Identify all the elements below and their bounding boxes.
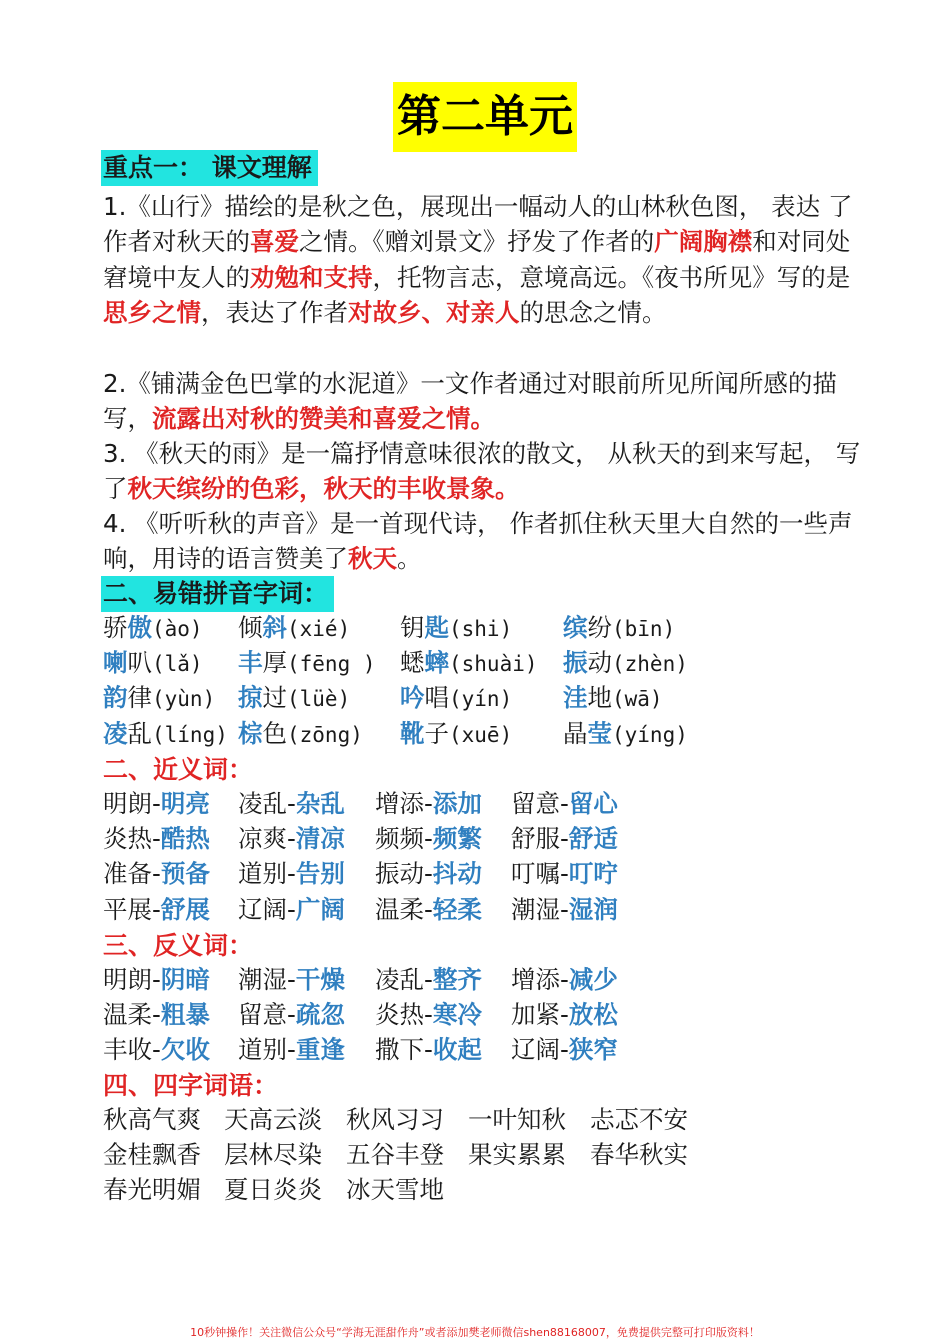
word-pair [375, 821, 482, 856]
word-pair [103, 962, 210, 997]
word-pair [238, 997, 345, 1032]
pair-word: 丰收- [103, 1035, 161, 1065]
pinyin-word [400, 716, 512, 753]
pair-word: 潮湿- [511, 894, 569, 924]
word-char: 骄 [103, 613, 128, 642]
idiom: 冰天雪地 [346, 1175, 444, 1205]
pinyin-text: (xuē) [449, 723, 513, 747]
word-pair [238, 962, 345, 997]
pair-word-answer: 酷热 [160, 824, 210, 854]
pinyin-word [563, 680, 663, 717]
pinyin-text: (lüè) [287, 687, 351, 711]
pinyin-text: (yùn) [152, 687, 216, 711]
pinyin-word [103, 645, 203, 682]
word-char-highlight: 莹 [587, 719, 612, 748]
pair-word-answer: 抖动 [432, 859, 482, 889]
idiom: 忐忑不安 [590, 1105, 688, 1134]
word-pair [103, 892, 210, 927]
word-pair [238, 786, 345, 821]
paragraph-4: 4. 《听听秋的声音》是一首现代诗， 作者抓住秋天里大自然的一些声响，用诗的语言赞美了秋天。 [103, 509, 853, 574]
idiom: 层林尽染 [224, 1140, 322, 1170]
word-pair [375, 962, 482, 997]
pair-word: 准备- [103, 859, 161, 889]
idiom: 秋风习习 [346, 1105, 444, 1134]
word-pair [375, 892, 482, 927]
pair-word-answer: 叮咛 [568, 859, 618, 889]
word-pair [103, 997, 210, 1032]
word-pair [375, 997, 482, 1032]
paragraph-2: 2.《铺满金色巴掌的水泥道》一文作者通过对眼前所见所闻所感的描写，流露出对秋的赞美和喜爱之情。 [103, 369, 837, 434]
pinyin-text: (shi) [449, 617, 513, 641]
word-char: 律 [127, 683, 152, 712]
word-char: 厚 [262, 648, 287, 677]
pair-word-answer: 轻柔 [432, 894, 482, 924]
pinyin-text: (líng) [152, 723, 228, 747]
pair-word: 叮嘱- [511, 859, 569, 889]
word-char: 钥 [400, 613, 425, 642]
word-char: 过 [262, 683, 287, 712]
pair-word-answer: 杂乱 [295, 789, 345, 818]
pair-word: 辽阔- [511, 1035, 569, 1065]
word-char-highlight: 棕 [238, 719, 263, 748]
idiom: 夏日炎炎 [224, 1175, 322, 1205]
pinyin-text: (zhèn) [612, 652, 688, 676]
pair-word: 加紧- [511, 1000, 569, 1030]
pinyin-word [563, 645, 688, 682]
section-heading-pinyin: 二、易错拼音字词： [101, 576, 334, 612]
pair-word: 留意- [511, 789, 569, 818]
pair-word: 凉爽- [238, 824, 296, 854]
word-char: 叭 [127, 648, 152, 677]
word-pair [375, 856, 482, 891]
word-pair [511, 892, 618, 927]
word-char-highlight: 缤 [563, 613, 588, 642]
pinyin-text: (lǎ) [152, 652, 203, 676]
pinyin-text: (shuài) [449, 652, 538, 676]
pinyin-text: (ào) [152, 617, 203, 641]
pair-word-answer: 添加 [432, 789, 482, 818]
word-pair [511, 821, 618, 856]
pair-word-answer: 频繁 [432, 824, 482, 854]
pair-word: 道别- [238, 1035, 296, 1065]
word-char: 纷 [587, 613, 612, 642]
word-pair [375, 1032, 482, 1067]
pair-word: 炎热- [103, 824, 161, 854]
word-char: 唱 [424, 683, 449, 712]
word-char-highlight: 喇 [103, 648, 128, 677]
pair-word-answer: 欠收 [160, 1035, 210, 1065]
pair-word: 辽阔- [238, 894, 296, 924]
word-char-highlight: 吟 [400, 683, 425, 712]
word-char: 蟋 [400, 648, 425, 677]
word-pair [511, 1032, 618, 1067]
pair-word-answer: 预备 [160, 859, 210, 889]
pair-word-answer: 整齐 [432, 965, 482, 994]
word-char-highlight: 洼 [563, 683, 588, 712]
word-char-highlight: 掠 [238, 683, 263, 712]
pair-word: 振动- [375, 859, 433, 889]
pinyin-word [563, 610, 675, 647]
word-pair [511, 856, 618, 891]
pair-word: 明朗- [103, 789, 161, 818]
word-char: 倾 [238, 613, 263, 642]
word-pair [511, 786, 618, 821]
word-char-highlight: 蟀 [424, 648, 449, 677]
word-char: 动 [587, 648, 612, 677]
pair-word-answer: 寒冷 [432, 1000, 482, 1030]
pinyin-text: (xié) [287, 617, 351, 641]
word-pair [238, 856, 345, 891]
pair-word-answer: 阴暗 [160, 965, 210, 994]
pair-word: 温柔- [375, 894, 433, 924]
pair-word-answer: 干燥 [295, 965, 345, 994]
pinyin-word [103, 680, 215, 717]
word-pair [103, 1032, 210, 1067]
pair-word-answer: 舒展 [160, 894, 210, 924]
pair-word-answer: 湿润 [568, 894, 618, 924]
word-pair [375, 786, 482, 821]
pair-word: 凌乱- [238, 789, 296, 818]
page-title: 第二单元 [393, 82, 577, 152]
word-pair [103, 786, 210, 821]
pair-word: 温柔- [103, 1000, 161, 1030]
word-char-highlight: 靴 [400, 719, 425, 748]
word-pair [238, 1032, 345, 1067]
idiom: 天高云淡 [224, 1105, 322, 1134]
idiom: 一叶知秋 [468, 1105, 566, 1134]
word-pair [238, 892, 345, 927]
word-char-highlight: 匙 [424, 613, 449, 642]
pair-word: 频频- [375, 824, 433, 854]
word-char-highlight: 韵 [103, 683, 128, 712]
pair-word-answer: 留心 [568, 789, 618, 818]
word-char-highlight: 斜 [262, 613, 287, 642]
word-char: 乱 [127, 719, 152, 748]
word-pair [511, 997, 618, 1032]
pair-word: 留意- [238, 1000, 296, 1030]
pair-word: 潮湿- [238, 965, 296, 994]
pair-word-answer: 告别 [295, 859, 345, 889]
pinyin-text: (wā) [612, 687, 663, 711]
word-char: 色 [262, 719, 287, 748]
pinyin-word [400, 645, 538, 682]
pinyin-word [563, 716, 688, 753]
pair-word-answer: 明亮 [160, 789, 210, 818]
pair-word: 撒下- [375, 1035, 433, 1065]
section-heading-text-understanding: 重点一： 课文理解 [101, 150, 318, 186]
word-char: 地 [587, 683, 612, 712]
pinyin-word [400, 680, 512, 717]
word-char-highlight: 傲 [127, 613, 152, 642]
pair-word-answer: 收起 [432, 1035, 482, 1065]
footer-note: 10秒钟操作！关注微信公众号“学海无涯甜作舟”或者添加樊老师微信shen88168007，免费提供完整可打印版资料！ [190, 1326, 760, 1339]
pair-word: 平展- [103, 894, 161, 924]
pair-word-answer: 狭窄 [568, 1035, 618, 1065]
pair-word-answer: 减少 [568, 965, 618, 994]
pinyin-word [238, 680, 350, 717]
word-pair [103, 856, 210, 891]
idiom: 春华秋实 [590, 1140, 688, 1170]
pinyin-text: (zōng) [287, 723, 363, 747]
word-char: 子 [424, 719, 449, 748]
pair-word: 炎热- [375, 1000, 433, 1030]
pair-word: 增添- [375, 789, 433, 818]
pinyin-text: (fēng ) [287, 652, 376, 676]
pair-word-answer: 广阔 [295, 894, 345, 924]
idiom: 五谷丰登 [346, 1140, 444, 1170]
pinyin-text: (bīn) [612, 617, 676, 641]
pair-word: 增添- [511, 965, 569, 994]
idiom: 果实累累 [468, 1140, 566, 1170]
pair-word-answer: 舒适 [568, 824, 618, 854]
pinyin-text: (yín) [449, 687, 513, 711]
pinyin-word [238, 610, 350, 647]
word-pair [238, 821, 345, 856]
paragraph-1: 1.《山行》描绘的是秋之色，展现出一幅动人的山林秋色图， 表达 了作者对秋天的喜爱之情。《赠刘景文》抒发了作者的广阔胸襟和对同处窘境中友人的劝勉和支持，托物言志，意境高远。《夜书所见》写的是思乡之情，表达了作者对故乡、对亲人的思念之情。 [103, 192, 853, 327]
pair-word: 凌乱- [375, 965, 433, 994]
pinyin-word [238, 645, 376, 682]
idiom: 春光明媚 [103, 1175, 201, 1205]
pair-word-answer: 粗暴 [160, 1000, 210, 1030]
section-heading-idioms: 四、四字词语： [103, 1071, 279, 1100]
section-heading-synonyms: 二、近义词： [103, 755, 254, 784]
pinyin-word [238, 716, 363, 753]
pinyin-word [103, 610, 203, 647]
pinyin-text: (yíng) [612, 723, 688, 747]
idiom: 秋高气爽 [103, 1105, 201, 1134]
word-pair [103, 821, 210, 856]
word-char-highlight: 凌 [103, 719, 128, 748]
pair-word-answer: 清凉 [295, 824, 345, 854]
pair-word: 明朗- [103, 965, 161, 994]
pinyin-word [103, 716, 228, 753]
pair-word-answer: 放松 [568, 1000, 618, 1030]
pair-word-answer: 疏忽 [295, 1000, 345, 1030]
idiom: 金桂飘香 [103, 1140, 201, 1170]
pinyin-word [400, 610, 512, 647]
pair-word-answer: 重逢 [295, 1035, 345, 1065]
pair-word: 道别- [238, 859, 296, 889]
word-char: 晶 [563, 719, 588, 748]
pair-word: 舒服- [511, 824, 569, 854]
section-heading-antonyms: 三、反义词： [103, 931, 254, 960]
paragraph-3: 3. 《秋天的雨》是一篇抒情意味很浓的散文， 从秋天的到来写起， 写了秋天缤纷的色彩，秋天的丰收景象。 [103, 439, 861, 504]
word-pair [511, 962, 618, 997]
word-char-highlight: 振 [563, 648, 588, 677]
word-char-highlight: 丰 [238, 648, 263, 677]
